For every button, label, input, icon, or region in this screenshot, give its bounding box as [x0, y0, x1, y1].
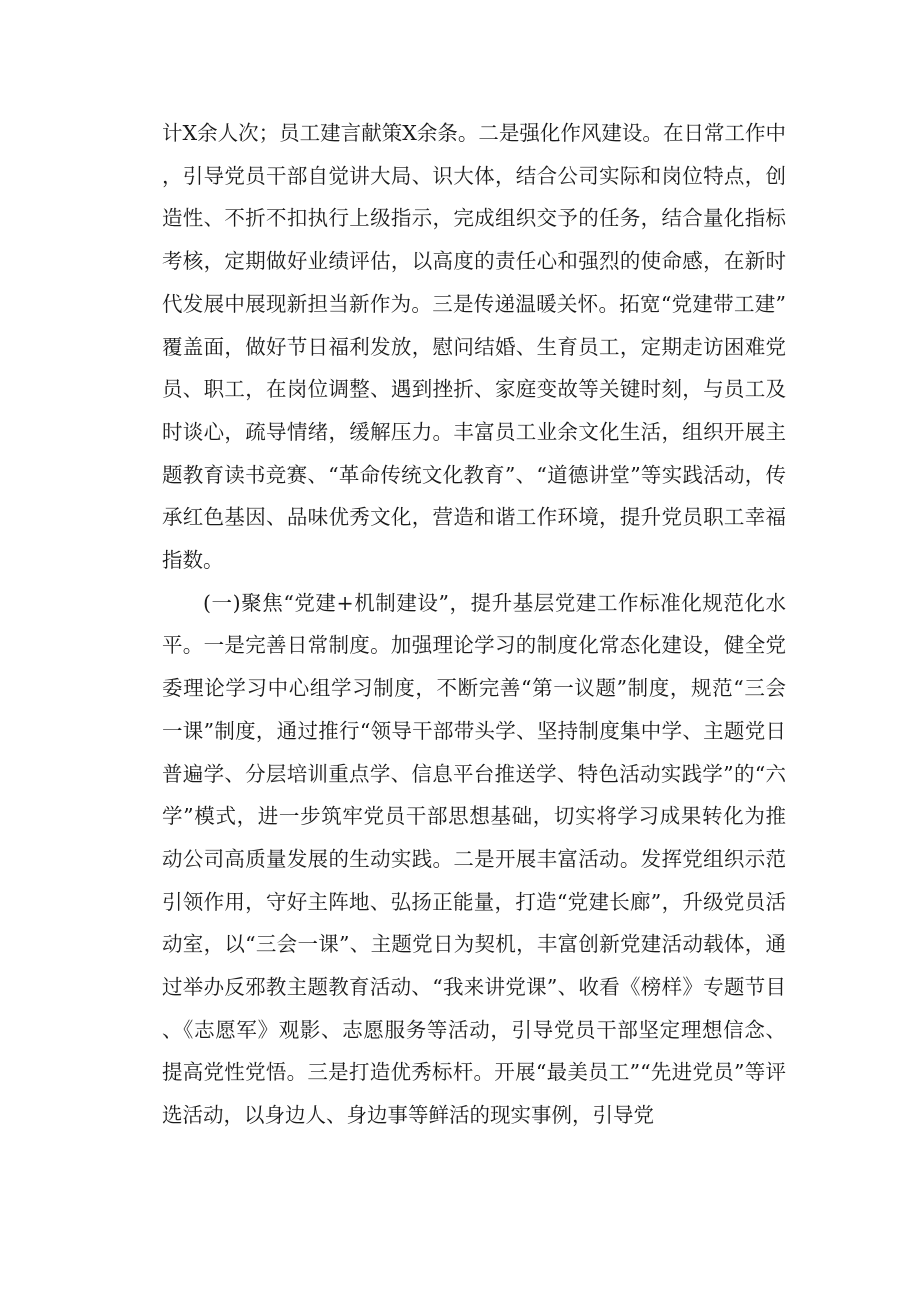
paragraph-2: (一)聚焦“党建+机制建设”，提升基层党建工作标准化规范化水平。一是完善日常制度。加强理论学习的制度化常态化建设，健全党委理论学习中心组学习制度，不断完善“第一议题”制度，规范“三会一课”制度，通过推行“领导干部带头学、坚持制度集中学、主题党日普遍学、分层培训重点学、信息平台推送学、特色活动实践学”的“六学”模式，进一步筑牢党员干部思想基础，切实将学习成果转化为推动公司高质量发展的生动实践。二是开展丰富活动。发挥党组织示范引领作用，守好主阵地、弘扬正能量，打造“党建长廊”，升级党员活动室，以“三会一课”、主题党日为契机，丰富创新党建活动载体，通过举办反邪教主题教育活动、“我来讲党课”、收看《榜样》专题节目、《志愿军》观影、志愿服务等活动，引导党员干部坚定理想信念、提高党性党悟。三是打造优秀标杆。开展“最美员工”“先进党员”等评选活动，以身边人、身边事等鲜活的现实事例，引导党	[162, 590, 786, 1128]
document-body	[162, 112, 786, 1137]
paragraph-1: 计X余人次；员工建言献策X余条。二是强化作风建设。在日常工作中，引导党员干部自觉讲大局、识大体，结合公司实际和岗位特点，创造性、不折不扣执行上级指示，完成组织交予的任务，结合量化指标考核，定期做好业绩评估，以高度的责任心和强烈的使命感，在新时代发展中展现新担当新作为。三是传递温暖关怀。拓宽“党建带工建”覆盖面，做好节日福利发放，慰问结婚、生育员工，定期走访困难党员、职工，在岗位调整、遇到挫折、家庭变故等关键时刻，与员工及时谈心，疏导情绪，缓解压力。丰富员工业余文化生活，组织开展主题教育读书竞赛、“革命传统文化教育”、“道德讲堂”等实践活动，传承红色基因、品味优秀文化，营造和谐工作环境，提升党员职工幸福指数。	[162, 121, 786, 573]
